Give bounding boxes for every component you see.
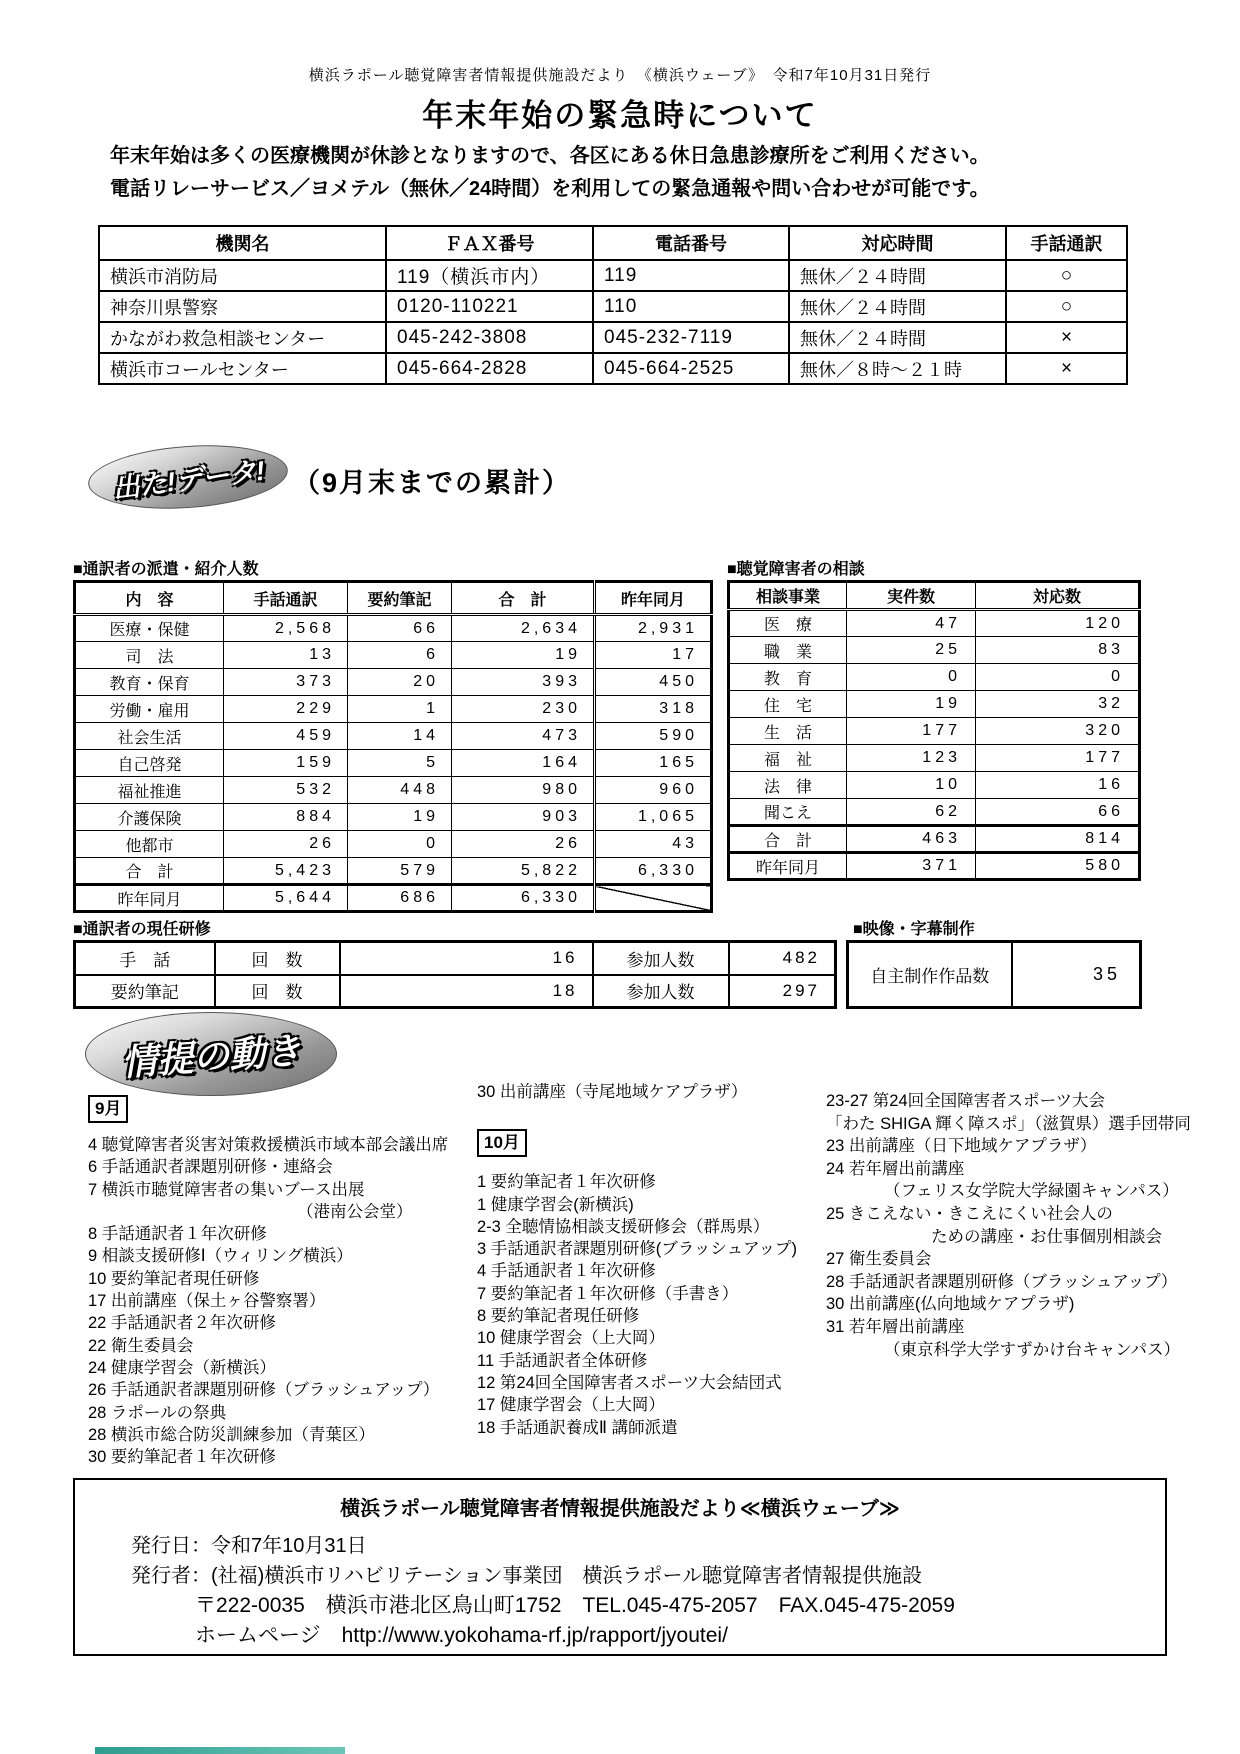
table-last-year-row: 昨年同月 371 580 bbox=[729, 853, 1140, 880]
fax-number: 045-242-3808 bbox=[386, 322, 593, 353]
event-item-venue: （フェリス女学院大学緑園キャンパス） bbox=[884, 1182, 1179, 1201]
event-item-continued: ための講座・お仕事個別相談会 bbox=[931, 1227, 1162, 1246]
table-row: 他都市 26 0 26 43 bbox=[75, 831, 712, 858]
col-header-cases: 実件数 bbox=[847, 582, 976, 610]
table-row: 住 宅 19 32 bbox=[729, 691, 1140, 718]
month-label-september: 9月 bbox=[88, 1095, 128, 1123]
october-events-column bbox=[477, 1081, 797, 1439]
month-label-october: 10月 bbox=[477, 1129, 527, 1157]
table-row: 要約筆記 回 数 18 参加人数 297 bbox=[75, 975, 836, 1008]
address-and-contacts: 〒222-0035 横浜市港北区鳥山町1752 TEL.045-475-2057 FAX.045-475-2059 bbox=[195, 1594, 955, 1617]
consult-table bbox=[727, 580, 1141, 881]
event-item: 「わた SHIGA 輝く障スポ」（滋賀県）選手団帯同 bbox=[826, 1114, 1191, 1133]
col-header-sign-interp: 手話通訳 bbox=[224, 582, 348, 615]
event-item: 11 手話通訳者全体研修 bbox=[477, 1351, 648, 1370]
table-row: 聞こえ 62 66 bbox=[729, 799, 1140, 826]
table-header-row bbox=[99, 226, 1127, 260]
activities-badge-label: 情提の動き bbox=[119, 1029, 303, 1083]
intro-line-1: 年末年始は多くの医療機関が休診となりますので、各区にある休日急患診療所をご利用ください。 bbox=[110, 145, 990, 167]
event-item: 8 要約筆記者現任研修 bbox=[477, 1307, 640, 1326]
event-item: 28 手話通訳者課題別研修（ブラッシュアップ） bbox=[826, 1272, 1178, 1291]
event-item: 4 手話通訳者１年次研修 bbox=[477, 1262, 656, 1281]
sign-language-mark: ○ bbox=[1006, 260, 1127, 291]
publisher-info-box bbox=[73, 1478, 1167, 1656]
org-name: かながわ救急相談センター bbox=[99, 322, 386, 353]
homepage-url: ホームページ http://www.yokohama-rf.jp/rapport/jyoutei/ bbox=[195, 1624, 728, 1647]
event-item: 4 聴覚障害者災害対策救援横浜市域本部会議出席 bbox=[88, 1136, 449, 1154]
phone-number: 045-664-2525 bbox=[593, 353, 789, 384]
video-count-value: 35 bbox=[1012, 942, 1141, 1008]
training-table bbox=[73, 940, 837, 1009]
table-row bbox=[848, 942, 1141, 1008]
hours: 無休／８時～２１時 bbox=[789, 353, 1006, 384]
training-section-title: ■通訳者の現任研修 bbox=[73, 921, 211, 938]
event-item: 23 出前講座（日下地域ケアプラザ） bbox=[826, 1137, 1097, 1156]
fax-number: 119（横浜市内） bbox=[386, 260, 593, 291]
intro-paragraph bbox=[110, 140, 990, 206]
table-row: 職 業 25 83 bbox=[729, 637, 1140, 664]
event-item: 2-3 全聴情協相談支援研修会（群馬県） bbox=[477, 1217, 770, 1236]
event-item: 7 横浜市聴覚障害者の集いブース出展 bbox=[88, 1180, 365, 1199]
table-row: 自己啓発 159 5 164 165 bbox=[75, 750, 712, 777]
table-row bbox=[99, 322, 1127, 353]
publication-title: 横浜ラポール聴覚障害者情報提供施設だより≪横浜ウェーブ≫ bbox=[340, 1498, 900, 1520]
event-item: 8 手話通訳者１年次研修 bbox=[88, 1225, 267, 1244]
dispatch-section-title: ■通訳者の派遣・紹介人数 bbox=[73, 561, 259, 578]
event-item: 22 衛生委員会 bbox=[88, 1336, 194, 1355]
org-name: 神奈川県警察 bbox=[99, 291, 386, 322]
late-october-events-column bbox=[826, 1090, 1191, 1361]
col-header-organization: 機関名 bbox=[99, 226, 386, 260]
event-item: 22 手話通訳者２年次研修 bbox=[88, 1314, 276, 1333]
empty-diagonal-cell bbox=[595, 885, 712, 912]
event-item-venue: （東京科学大学すずかけ台キャンパス） bbox=[884, 1340, 1181, 1359]
col-header-category: 内 容 bbox=[75, 582, 224, 615]
video-count-label: 自主制作作品数 bbox=[848, 942, 1012, 1008]
table-total-row: 合 計 463 814 bbox=[729, 826, 1140, 853]
col-header-note-taking: 要約筆記 bbox=[348, 582, 452, 615]
table-row: 法 律 10 16 bbox=[729, 772, 1140, 799]
table-row bbox=[99, 291, 1127, 322]
table-header-row bbox=[75, 582, 712, 615]
sign-language-mark: × bbox=[1006, 322, 1127, 353]
col-header-fax: ＦＡＸ番号 bbox=[386, 226, 593, 260]
col-header-consult-type: 相談事業 bbox=[729, 582, 847, 610]
cumulative-subtitle: （9月末までの累計） bbox=[293, 468, 572, 498]
table-total-row: 合 計 5,423 579 5,822 6,330 bbox=[75, 858, 712, 885]
hours: 無休／２４時間 bbox=[789, 291, 1006, 322]
hours: 無休／２４時間 bbox=[789, 322, 1006, 353]
phone-number: 045-232-7119 bbox=[593, 322, 789, 353]
data-badge bbox=[86, 439, 290, 515]
event-item: 1 要約筆記者１年次研修 bbox=[477, 1173, 656, 1192]
event-item: 18 手話通訳養成Ⅱ 講師派遣 bbox=[477, 1418, 678, 1437]
event-item: 28 ラポールの祭典 bbox=[88, 1403, 227, 1422]
col-header-hours: 対応時間 bbox=[789, 226, 1006, 260]
sign-language-mark: × bbox=[1006, 353, 1127, 384]
intro-line-2: 電話リレーサービス／ヨメテル（無休／24時間）を利用しての緊急通報や問い合わせが可能です。 bbox=[110, 178, 990, 200]
event-item: 10 健康学習会（上大岡） bbox=[477, 1329, 665, 1348]
event-item: 25 きこえない・きこえにくい社会人の bbox=[826, 1204, 1113, 1223]
table-row: 福祉推進 532 448 980 960 bbox=[75, 777, 712, 804]
table-row: 司 法 13 6 19 17 bbox=[75, 642, 712, 669]
event-item: 27 衛生委員会 bbox=[826, 1250, 932, 1269]
event-item: 17 健康学習会（上大岡） bbox=[477, 1396, 665, 1415]
table-row: 福 祉 123 177 bbox=[729, 745, 1140, 772]
event-item-venue: （港南公会堂） bbox=[297, 1202, 413, 1221]
col-header-last-year: 昨年同月 bbox=[595, 582, 712, 615]
event-item: 9 相談支援研修Ⅰ（ウィリング横浜） bbox=[88, 1247, 353, 1266]
video-production-table bbox=[846, 940, 1142, 1009]
activities-badge bbox=[85, 1012, 337, 1096]
col-header-responses: 対応数 bbox=[976, 582, 1140, 610]
table-row: 教 育 0 0 bbox=[729, 664, 1140, 691]
table-row: 社会生活 459 14 473 590 bbox=[75, 723, 712, 750]
event-item: 7 要約筆記者１年次研修（手書き） bbox=[477, 1284, 739, 1303]
col-header-sign-language: 手話通訳 bbox=[1006, 226, 1127, 260]
event-item: 24 若年層出前講座 bbox=[826, 1159, 965, 1178]
dispatch-table bbox=[73, 580, 713, 913]
table-row: 教育・保育 373 20 393 450 bbox=[75, 669, 712, 696]
org-name: 横浜市コールセンター bbox=[99, 353, 386, 384]
table-last-year-row: 昨年同月 5,644 686 6,330 bbox=[75, 885, 712, 912]
table-row: 手 話 回 数 16 参加人数 482 bbox=[75, 942, 836, 975]
video-section-title: ■映像・字幕制作 bbox=[853, 921, 975, 938]
event-item: 31 若年層出前講座 bbox=[826, 1317, 965, 1336]
bottom-edge-artifact bbox=[95, 1747, 345, 1754]
event-item: 17 出前講座（保土ヶ谷警察署） bbox=[88, 1292, 326, 1311]
event-item: 30 要約筆記者１年次研修 bbox=[88, 1448, 276, 1467]
col-header-total: 合 計 bbox=[452, 582, 595, 615]
phone-number: 110 bbox=[593, 291, 789, 322]
masthead-line: 横浜ラポール聴覚障害者情報提供施設だより 《横浜ウェーブ》 令和7年10月31日発行 bbox=[308, 67, 932, 84]
org-name: 横浜市消防局 bbox=[99, 260, 386, 291]
event-item: 6 手話通訳者課題別研修・連絡会 bbox=[88, 1158, 333, 1177]
event-item: 30 出前講座（寺尾地域ケアプラザ） bbox=[477, 1083, 748, 1101]
emergency-contact-table bbox=[98, 225, 1128, 385]
consult-section-title: ■聴覚障害者の相談 bbox=[727, 561, 865, 578]
table-row: 生 活 177 320 bbox=[729, 718, 1140, 745]
data-badge-label: 出た!データ! bbox=[110, 455, 267, 504]
event-item: 12 第24回全国障害者スポーツ大会結団式 bbox=[477, 1373, 782, 1392]
table-row: 医療・保健 2,568 66 2,634 2,931 bbox=[75, 615, 712, 642]
table-row: 介護保険 884 19 903 1,065 bbox=[75, 804, 712, 831]
event-item: 23-27 第24回全国障害者スポーツ大会 bbox=[826, 1092, 1105, 1110]
col-header-phone: 電話番号 bbox=[593, 226, 789, 260]
sign-language-mark: ○ bbox=[1006, 291, 1127, 322]
table-row: 医 療 47 120 bbox=[729, 610, 1140, 637]
event-item: 3 手話通訳者課題別研修(ブラッシュアップ) bbox=[477, 1240, 797, 1259]
table-row bbox=[99, 260, 1127, 291]
fax-number: 045-664-2828 bbox=[386, 353, 593, 384]
table-row: 労働・雇用 229 1 230 318 bbox=[75, 696, 712, 723]
table-header-row bbox=[729, 582, 1140, 610]
event-item: 1 健康学習会(新横浜) bbox=[477, 1195, 634, 1214]
table-row bbox=[99, 353, 1127, 384]
publisher-name: 発行者：(社福)横浜市リハビリテーション事業団 横浜ラポール聴覚障害者情報提供施設 bbox=[131, 1565, 923, 1587]
event-item: 30 出前講座(仏向地域ケアプラザ) bbox=[826, 1295, 1075, 1314]
event-item: 10 要約筆記者現任研修 bbox=[88, 1269, 260, 1288]
hours: 無休／２４時間 bbox=[789, 260, 1006, 291]
event-item: 24 健康学習会（新横浜） bbox=[88, 1358, 276, 1377]
page-title: 年末年始の緊急時について bbox=[422, 98, 818, 133]
event-item: 26 手話通訳者課題別研修（ブラッシュアップ） bbox=[88, 1381, 440, 1400]
phone-number: 119 bbox=[593, 260, 789, 291]
publication-date: 発行日：令和7年10月31日 bbox=[131, 1535, 367, 1557]
fax-number: 0120-110221 bbox=[386, 291, 593, 322]
september-events-column bbox=[88, 1095, 448, 1468]
event-item: 28 横浜市総合防災訓練参加（青葉区） bbox=[88, 1425, 375, 1444]
